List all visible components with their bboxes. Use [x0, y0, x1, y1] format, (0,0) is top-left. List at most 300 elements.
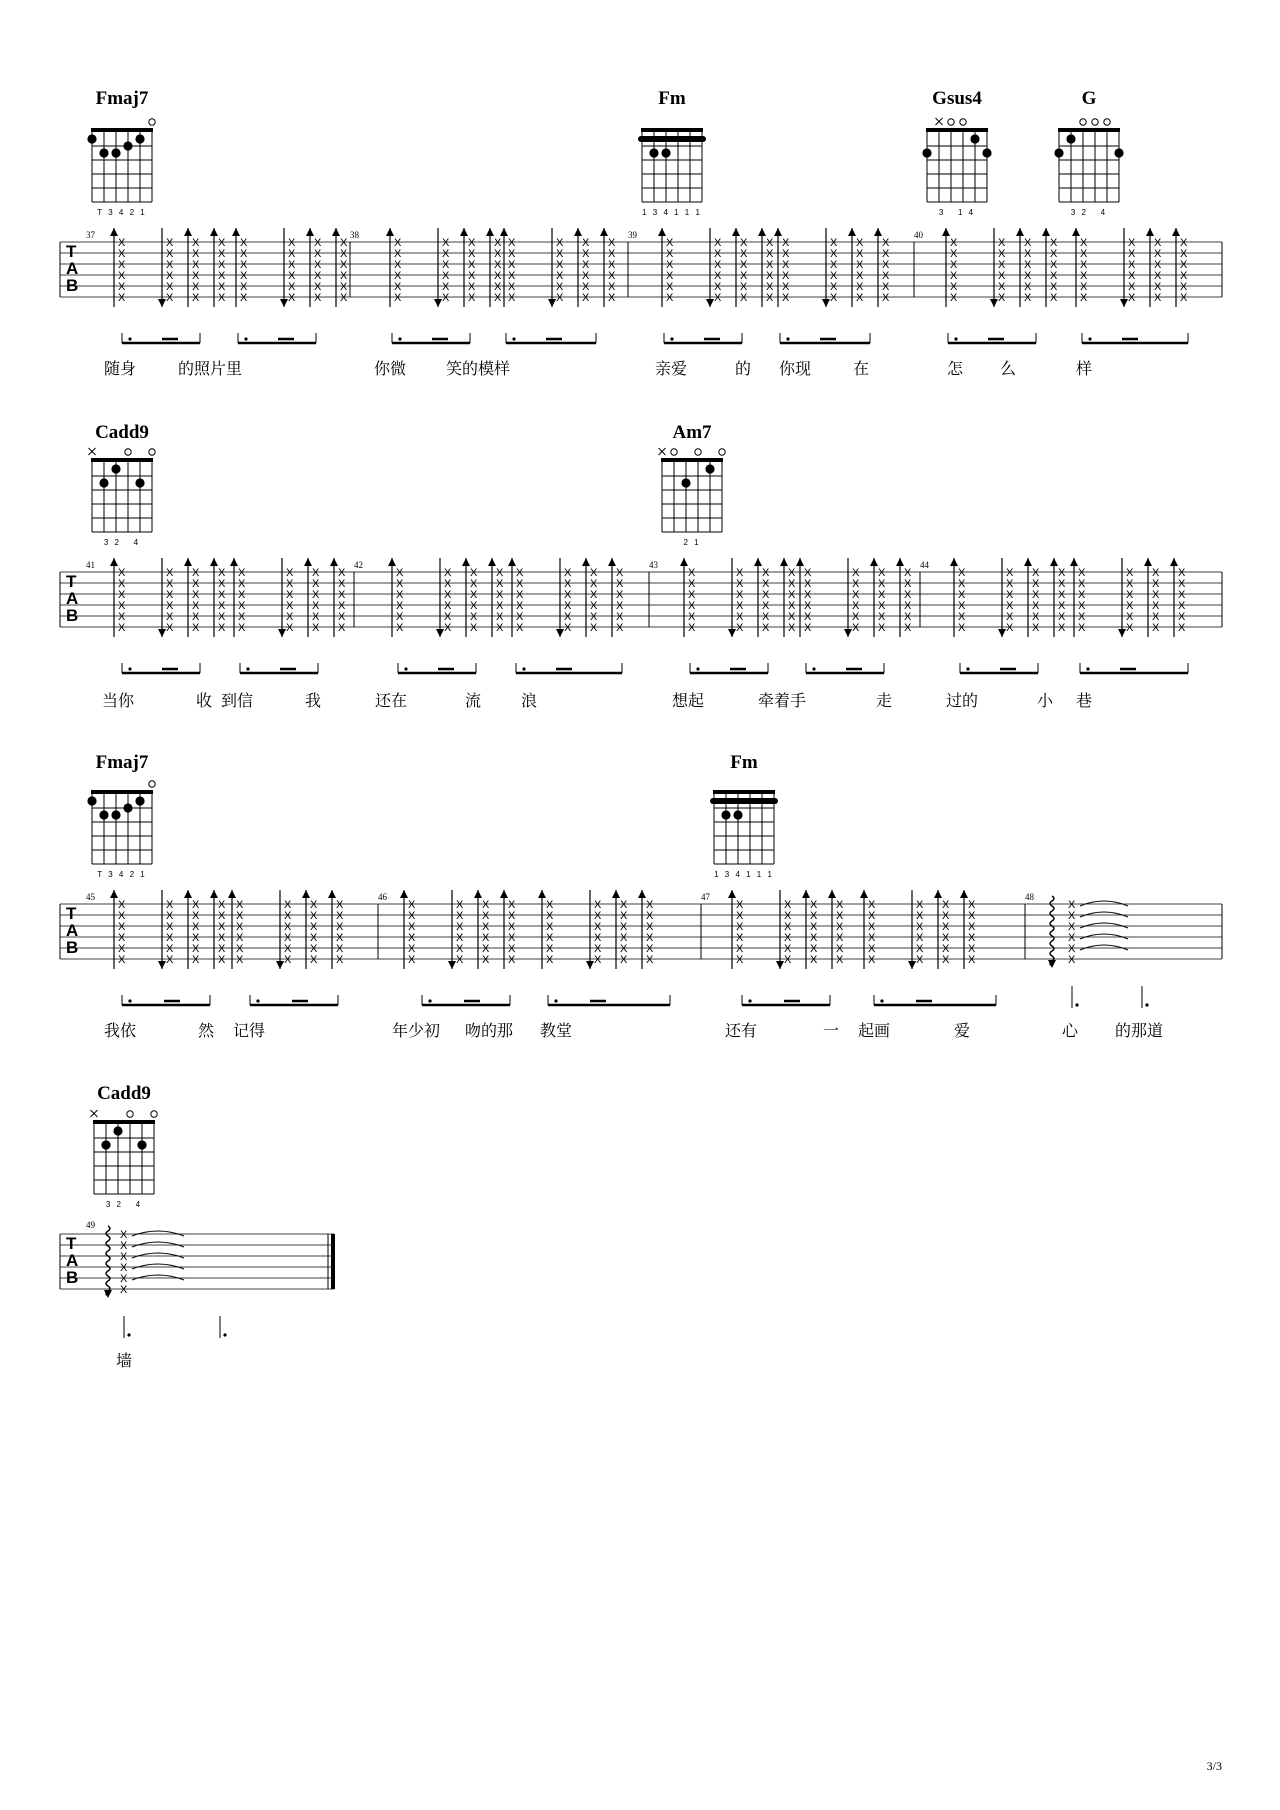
upstroke-arrowhead	[802, 890, 810, 898]
upstroke-arrowhead	[184, 228, 192, 236]
dead-note-x: X	[192, 281, 200, 293]
dead-note-x: X	[396, 622, 404, 634]
dead-note-x: X	[1050, 259, 1058, 271]
downstroke-arrowhead	[586, 961, 594, 969]
dead-note-x: X	[958, 578, 966, 590]
finger-dot	[111, 464, 120, 473]
dead-note-x: X	[118, 281, 126, 293]
tab-clef-letter: T	[66, 1234, 77, 1253]
rhythm-dot	[812, 667, 815, 670]
upstroke-arrowhead	[870, 558, 878, 566]
dead-note-x: X	[958, 589, 966, 601]
dead-note-x: X	[998, 281, 1006, 293]
chord-name: Cadd9	[97, 1083, 151, 1104]
dead-note-x: X	[950, 248, 958, 260]
dead-note-x: X	[782, 259, 790, 271]
dead-note-x: X	[192, 954, 200, 966]
dead-note-x: X	[218, 237, 226, 249]
dead-note-x: X	[496, 567, 504, 579]
dead-note-x: X	[856, 259, 864, 271]
dead-note-x: X	[836, 954, 844, 966]
tie-arc	[132, 1275, 184, 1280]
dead-note-x: X	[496, 578, 504, 590]
finger-dot	[733, 810, 742, 819]
finger-dot	[135, 134, 144, 143]
dead-note-x: X	[1180, 259, 1188, 271]
chord-name: Gsus4	[932, 88, 982, 109]
dead-note-x: X	[314, 281, 322, 293]
dead-note-x: X	[192, 932, 200, 944]
dead-note-x: X	[788, 600, 796, 612]
dead-note-x: X	[516, 600, 524, 612]
dead-note-x: X	[508, 270, 516, 282]
dead-note-x: X	[1068, 932, 1076, 944]
upstroke-arrowhead	[210, 890, 218, 898]
dead-note-x: X	[118, 943, 126, 955]
chord-nut	[91, 128, 153, 132]
dead-note-x: X	[1154, 248, 1162, 260]
dead-note-x: X	[120, 1251, 128, 1263]
finger-dot	[721, 810, 730, 819]
upstroke-arrowhead	[184, 890, 192, 898]
dead-note-x: X	[482, 910, 490, 922]
arpeggio-wave	[106, 1226, 110, 1296]
dead-note-x: X	[118, 248, 126, 260]
arpeggio-wave	[1050, 896, 1054, 966]
tab-clef-letter: A	[66, 921, 79, 940]
dead-note-x: X	[594, 910, 602, 922]
dead-note-x: X	[1050, 270, 1058, 282]
downstroke-arrowhead	[436, 629, 444, 637]
dead-note-x: X	[336, 954, 344, 966]
dead-note-x: X	[1032, 589, 1040, 601]
lyric: 过的	[946, 691, 979, 710]
dead-note-x: X	[616, 611, 624, 623]
dead-note-x: X	[166, 921, 174, 933]
lyric: 随身	[104, 359, 137, 378]
upstroke-arrowhead	[332, 228, 340, 236]
dead-note-x: X	[594, 899, 602, 911]
dead-note-x: X	[782, 237, 790, 249]
dead-note-x: X	[314, 270, 322, 282]
dead-note-x: X	[968, 899, 976, 911]
dead-note-x: X	[590, 589, 598, 601]
dead-note-x: X	[1006, 611, 1014, 623]
dead-note-x: X	[856, 281, 864, 293]
dead-note-x: X	[1128, 281, 1136, 293]
measure-number: 47	[701, 892, 710, 902]
dead-note-x: X	[468, 281, 476, 293]
upstroke-arrowhead	[1172, 228, 1180, 236]
dead-note-x: X	[218, 921, 226, 933]
dead-note-x: X	[546, 899, 554, 911]
dead-note-x: X	[646, 943, 654, 955]
rhythm-dot	[966, 667, 969, 670]
dead-note-x: X	[288, 281, 296, 293]
upstroke-arrowhead	[860, 890, 868, 898]
dead-note-x: X	[714, 248, 722, 260]
dead-note-x: X	[1154, 237, 1162, 249]
dead-note-x: X	[336, 910, 344, 922]
dead-note-x: X	[482, 932, 490, 944]
dead-note-x: X	[868, 910, 876, 922]
dead-note-x: X	[666, 259, 674, 271]
dead-note-x: X	[238, 589, 246, 601]
upstroke-arrowhead	[1070, 558, 1078, 566]
dead-note-x: X	[1128, 248, 1136, 260]
dead-note-x: X	[516, 589, 524, 601]
dead-note-x: X	[878, 611, 886, 623]
arpeggio-arrowhead	[104, 1290, 112, 1298]
dead-note-x: X	[564, 589, 572, 601]
dead-note-x: X	[286, 611, 294, 623]
finger-dot	[982, 148, 991, 157]
downstroke-arrowhead	[1120, 299, 1128, 307]
dead-note-x: X	[1050, 237, 1058, 249]
dead-note-x: X	[192, 578, 200, 590]
dead-note-x: X	[218, 611, 226, 623]
dead-note-x: X	[1068, 954, 1076, 966]
dead-note-x: X	[1024, 248, 1032, 260]
dead-note-x: X	[590, 578, 598, 590]
dead-note-x: X	[1178, 611, 1186, 623]
dead-note-x: X	[236, 943, 244, 955]
lyric: 想起	[672, 691, 705, 710]
dead-note-x: X	[118, 611, 126, 623]
measure-number: 38	[350, 230, 359, 240]
dead-note-x: X	[166, 248, 174, 260]
dead-note-x: X	[998, 270, 1006, 282]
open-string-mark	[125, 449, 131, 455]
dead-note-x: X	[166, 578, 174, 590]
dead-note-x: X	[590, 611, 598, 623]
dead-note-x: X	[830, 259, 838, 271]
dead-note-x: X	[620, 943, 628, 955]
upstroke-arrowhead	[1144, 558, 1152, 566]
dead-note-x: X	[836, 932, 844, 944]
rhythm-dot	[1075, 1003, 1078, 1006]
downstroke-arrowhead	[158, 299, 166, 307]
dead-note-x: X	[236, 921, 244, 933]
finger-dot	[1054, 148, 1063, 157]
dead-note-x: X	[166, 910, 174, 922]
open-string-mark	[1092, 119, 1098, 125]
dead-note-x: X	[968, 932, 976, 944]
dead-note-x: X	[166, 943, 174, 955]
dead-note-x: X	[608, 248, 616, 260]
dead-note-x: X	[852, 611, 860, 623]
dead-note-x: X	[470, 589, 478, 601]
upstroke-arrowhead	[304, 558, 312, 566]
dead-note-x: X	[1080, 259, 1088, 271]
dead-note-x: X	[494, 292, 502, 304]
lyric: 一	[823, 1021, 840, 1040]
lyric: 流	[465, 691, 482, 710]
upstroke-arrowhead	[796, 558, 804, 566]
dead-note-x: X	[810, 943, 818, 955]
dead-note-x: X	[714, 270, 722, 282]
dead-note-x: X	[1154, 281, 1162, 293]
dead-note-x: X	[192, 910, 200, 922]
dead-note-x: X	[916, 954, 924, 966]
barre	[638, 136, 706, 142]
lyric: 的照片里	[178, 359, 243, 378]
dead-note-x: X	[482, 954, 490, 966]
dead-note-x: X	[1024, 259, 1032, 271]
dead-note-x: X	[482, 921, 490, 933]
dead-note-x: X	[740, 259, 748, 271]
dead-note-x: X	[1180, 281, 1188, 293]
dead-note-x: X	[218, 600, 226, 612]
dead-note-x: X	[1050, 292, 1058, 304]
dead-note-x: X	[998, 292, 1006, 304]
dead-note-x: X	[1078, 567, 1086, 579]
finger-dot	[681, 478, 690, 487]
dead-note-x: X	[192, 248, 200, 260]
dead-note-x: X	[1152, 600, 1160, 612]
dead-note-x: X	[456, 954, 464, 966]
dead-note-x: X	[1024, 237, 1032, 249]
dead-note-x: X	[1050, 248, 1058, 260]
dead-note-x: X	[240, 259, 248, 271]
dead-note-x: X	[1126, 578, 1134, 590]
dead-note-x: X	[1058, 611, 1066, 623]
measure-number: 44	[920, 560, 929, 570]
finger-dot	[101, 1140, 110, 1149]
dead-note-x: X	[312, 578, 320, 590]
dead-note-x: X	[1078, 578, 1086, 590]
rhythm-dot	[246, 667, 249, 670]
dead-note-x: X	[120, 1240, 128, 1252]
upstroke-arrowhead	[228, 890, 236, 898]
finger-dot	[99, 810, 108, 819]
dead-note-x: X	[1068, 910, 1076, 922]
lyric: 牵着手	[758, 691, 807, 710]
dead-note-x: X	[118, 259, 126, 271]
dead-note-x: X	[118, 921, 126, 933]
dead-note-x: X	[444, 622, 452, 634]
dead-note-x: X	[950, 237, 958, 249]
dead-note-x: X	[784, 943, 792, 955]
lyric: 记得	[233, 1021, 266, 1040]
dead-note-x: X	[766, 270, 774, 282]
dead-note-x: X	[582, 270, 590, 282]
dead-note-x: X	[564, 578, 572, 590]
dead-note-x: X	[456, 921, 464, 933]
lyric: 么	[1000, 359, 1017, 378]
dead-note-x: X	[968, 910, 976, 922]
dead-note-x: X	[192, 943, 200, 955]
open-string-mark	[1104, 119, 1110, 125]
dead-note-x: X	[958, 567, 966, 579]
dead-note-x: X	[118, 932, 126, 944]
measure-number: 39	[628, 230, 637, 240]
dead-note-x: X	[286, 622, 294, 634]
dead-note-x: X	[942, 921, 950, 933]
dead-note-x: X	[868, 943, 876, 955]
lyric: 爱	[954, 1021, 971, 1040]
dead-note-x: X	[312, 600, 320, 612]
dead-note-x: X	[810, 910, 818, 922]
dead-note-x: X	[1080, 281, 1088, 293]
dead-note-x: X	[192, 611, 200, 623]
dead-note-x: X	[904, 589, 912, 601]
dead-note-x: X	[878, 589, 886, 601]
dead-note-x: X	[340, 270, 348, 282]
dead-note-x: X	[312, 611, 320, 623]
finger-dot	[922, 148, 931, 157]
rhythm-dot	[127, 1333, 130, 1336]
finger-dot	[113, 1126, 122, 1135]
dead-note-x: X	[1006, 600, 1014, 612]
dead-note-x: X	[1032, 611, 1040, 623]
dead-note-x: X	[340, 259, 348, 271]
dead-note-x: X	[646, 932, 654, 944]
chord-fingering: T 3 4 2 1	[97, 870, 147, 879]
measure-number: 42	[354, 560, 363, 570]
upstroke-arrowhead	[732, 228, 740, 236]
dead-note-x: X	[590, 567, 598, 579]
dead-note-x: X	[714, 281, 722, 293]
dead-note-x: X	[338, 567, 346, 579]
dead-note-x: X	[470, 567, 478, 579]
tab-clef-letter: T	[66, 242, 77, 261]
open-string-mark	[671, 449, 677, 455]
dead-note-x: X	[496, 622, 504, 634]
dead-note-x: X	[804, 567, 812, 579]
upstroke-arrowhead	[600, 228, 608, 236]
final-barline	[331, 1234, 335, 1289]
dead-note-x: X	[508, 281, 516, 293]
dead-note-x: X	[1024, 281, 1032, 293]
dead-note-x: X	[508, 259, 516, 271]
chord-nut	[93, 1120, 155, 1124]
dead-note-x: X	[1058, 578, 1066, 590]
dead-note-x: X	[666, 248, 674, 260]
chord-fingering: 1 3 4 1 1 1	[642, 208, 702, 217]
dead-note-x: X	[766, 281, 774, 293]
dead-note-x: X	[688, 589, 696, 601]
dead-note-x: X	[836, 899, 844, 911]
lyric: 巷	[1076, 691, 1093, 710]
dead-note-x: X	[856, 270, 864, 282]
dead-note-x: X	[238, 578, 246, 590]
upstroke-arrowhead	[210, 228, 218, 236]
dead-note-x: X	[1058, 589, 1066, 601]
tie-arc	[132, 1242, 184, 1247]
dead-note-x: X	[608, 270, 616, 282]
dead-note-x: X	[408, 910, 416, 922]
lyric: 起画	[858, 1021, 891, 1040]
rhythm-dot	[696, 667, 699, 670]
dead-note-x: X	[394, 259, 402, 271]
dead-note-x: X	[582, 237, 590, 249]
lyric: 你现	[779, 359, 812, 378]
dead-note-x: X	[1126, 622, 1134, 634]
dead-note-x: X	[444, 611, 452, 623]
chord-nut	[91, 790, 153, 794]
upstroke-arrowhead	[874, 228, 882, 236]
dead-note-x: X	[456, 943, 464, 955]
dead-note-x: X	[590, 600, 598, 612]
tab-clef-letter: B	[66, 938, 79, 957]
dead-note-x: X	[1178, 578, 1186, 590]
dead-note-x: X	[736, 921, 744, 933]
dead-note-x: X	[118, 600, 126, 612]
dead-note-x: X	[736, 567, 744, 579]
dead-note-x: X	[904, 567, 912, 579]
dead-note-x: X	[218, 899, 226, 911]
dead-note-x: X	[784, 899, 792, 911]
open-string-mark	[1080, 119, 1086, 125]
upstroke-arrowhead	[538, 890, 546, 898]
dead-note-x: X	[620, 932, 628, 944]
lyric: 亲爱	[655, 359, 688, 378]
dead-note-x: X	[856, 292, 864, 304]
dead-note-x: X	[1080, 237, 1088, 249]
dead-note-x: X	[192, 899, 200, 911]
dead-note-x: X	[312, 567, 320, 579]
dead-note-x: X	[192, 600, 200, 612]
dead-note-x: X	[784, 932, 792, 944]
dead-note-x: X	[950, 292, 958, 304]
dead-note-x: X	[288, 270, 296, 282]
dead-note-x: X	[166, 567, 174, 579]
chord-fingering: 3 1 4	[938, 208, 976, 217]
downstroke-arrowhead	[822, 299, 830, 307]
dead-note-x: X	[394, 281, 402, 293]
dead-note-x: X	[408, 921, 416, 933]
chord-name: Fm	[658, 88, 686, 109]
upstroke-arrowhead	[110, 228, 118, 236]
chord-fingering: 1 3 4 1 1 1	[714, 870, 774, 879]
dead-note-x: X	[556, 281, 564, 293]
finger-dot	[135, 478, 144, 487]
dead-note-x: X	[852, 589, 860, 601]
dead-note-x: X	[616, 622, 624, 634]
open-string-mark	[719, 449, 725, 455]
dead-note-x: X	[766, 248, 774, 260]
dead-note-x: X	[444, 567, 452, 579]
dead-note-x: X	[564, 611, 572, 623]
dead-note-x: X	[782, 270, 790, 282]
chord-nut	[1058, 128, 1120, 132]
dead-note-x: X	[442, 248, 450, 260]
dead-note-x: X	[620, 910, 628, 922]
dead-note-x: X	[1006, 589, 1014, 601]
upstroke-arrowhead	[1016, 228, 1024, 236]
dead-note-x: X	[286, 589, 294, 601]
dead-note-x: X	[236, 910, 244, 922]
downstroke-arrowhead	[1118, 629, 1126, 637]
dead-note-x: X	[616, 589, 624, 601]
dead-note-x: X	[338, 622, 346, 634]
dead-note-x: X	[916, 921, 924, 933]
dead-note-x: X	[120, 1273, 128, 1285]
dead-note-x: X	[616, 600, 624, 612]
upstroke-arrowhead	[500, 228, 508, 236]
dead-note-x: X	[118, 910, 126, 922]
dead-note-x: X	[882, 248, 890, 260]
finger-dot	[137, 1140, 146, 1149]
dead-note-x: X	[338, 600, 346, 612]
dead-note-x: X	[508, 248, 516, 260]
dead-note-x: X	[564, 600, 572, 612]
chord-name: G	[1081, 88, 1097, 109]
dead-note-x: X	[646, 921, 654, 933]
dead-note-x: X	[688, 567, 696, 579]
dead-note-x: X	[1178, 600, 1186, 612]
